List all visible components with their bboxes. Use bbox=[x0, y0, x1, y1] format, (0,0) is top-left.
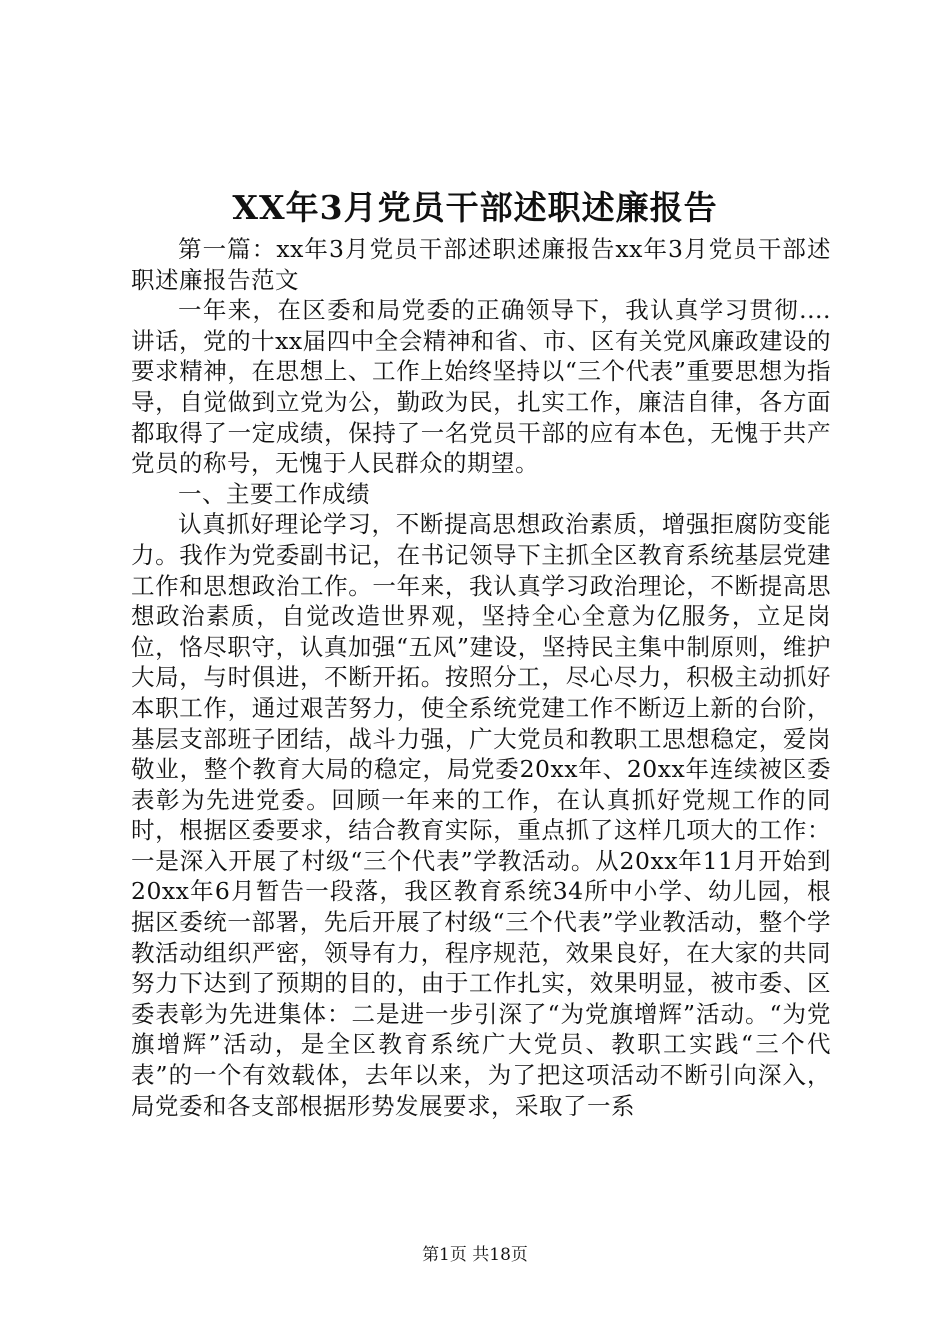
paragraph-summary: 一年来，在区委和局党委的正确领导下，我认真学习贯彻....讲话，党的十xx届四中全会精神和省、市、区有关党风廉政建设的要求精神，在思想上、工作上始终坚持以“三个代表”重要思想为指导，自觉做到立党为公，勤政为民，扎实工作，廉洁自律，各方面都取得了一定成绩，保持了一名党员干部的应有本色，无愧于共产党员的称号，无愧于人民群众的期望。 bbox=[131, 296, 831, 478]
page-number-footer: 第1页 共18页 bbox=[422, 1245, 528, 1265]
section-heading: 一、主要工作成绩 bbox=[178, 479, 370, 508]
document-title: XX年3月党员干部述职述廉报告 bbox=[232, 188, 718, 227]
paragraph-achievements: 认真抓好理论学习，不断提高思想政治素质，增强拒腐防变能力。我作为党委副书记，在书记领导下主抓全区教育系统基层党建工作和思想政治工作。一年来，我认真学习政治理论，不断提高思想政治素质，自觉改造世界观，坚持全心全意为亿服务，立足岗位，恪尽职守，认真加强“五风”建设，坚持民主集中制原则，维护大局，与时俱进，不断开拓。按照分工，尽心尽力，积极主动抓好本职工作，通过艰苦努力，使全系统党建工作不断迈上新的台阶，基层支部班子团结，战斗力强，广大党员和教职工思想稳定，爱岗敬业，整个教育大局的稳定，局党委20xx年、20xx年连续被区委表彰为先进党委。回顾一年来的工作，在认真抓好党规工作的同时，根据区委要求，结合教育实际，重点抓了这样几项大的工作：一是深入开展了村级“三个代表”学教活动。从20xx年11月开始到20xx年6月暂告一段落，我区教育系统34所中小学、幼儿园，根据区委统一部署，先后开展了村级“三个代表”学业教活动，整个学教活动组织严密，领导有力，程序规范，效果良好，在大家的共同努力下达到了预期的目的，由于工作扎实，效果明显，被市委、区委表彰为先进集体：二是进一步引深了“为党旗增辉”活动。“为党旗增辉”活动，是全区教育系统广大党员、教职工实践“三个代表”的一个有效载体，去年以来，为了把这项活动不断引向深入，局党委和各支部根据形势发展要求，采取了一系 bbox=[131, 510, 831, 1120]
document-body bbox=[131, 234, 831, 1121]
paragraph-intro: 第一篇：xx年3月党员干部述职述廉报告xx年3月党员干部述职述廉报告范文 bbox=[131, 235, 831, 294]
